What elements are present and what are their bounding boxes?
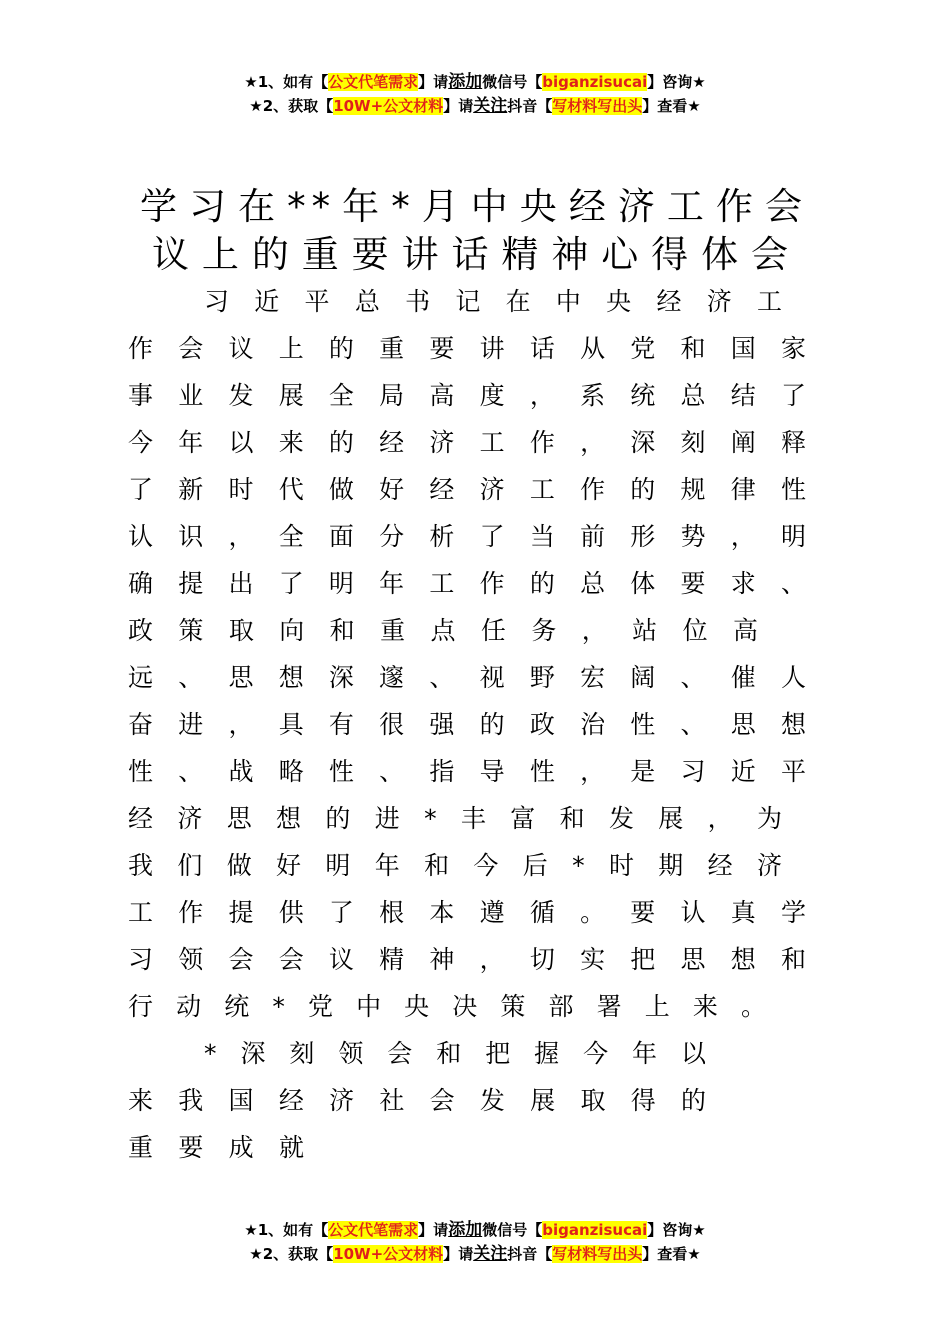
banner-text: ★2、获取【 <box>249 1245 334 1263</box>
body-line: 习领会会议精神，切实把思想和 <box>128 945 808 974</box>
banner-text: ★1、如有【 <box>244 1221 329 1239</box>
body-line: 认识，全面分析了当前形势，明 <box>128 522 808 551</box>
banner-wechat-id: biganzisucai <box>542 73 648 91</box>
footer-banner <box>0 1218 950 1266</box>
body-line: 了新时代做好经济工作的规律性 <box>128 475 808 504</box>
body-line: *深刻领会和把握今年以 <box>204 1039 708 1068</box>
header-banner <box>0 70 950 118</box>
banner-text: ★2、获取【 <box>249 97 334 115</box>
banner-text: 】查看★ <box>642 97 701 115</box>
body-line: 事业发展全局高度，系统总结了 <box>128 381 808 410</box>
banner-text: 抖音【 <box>507 1245 553 1263</box>
banner-text: 抖音【 <box>507 97 553 115</box>
banner-text: 微信号【 <box>482 1221 543 1239</box>
banner-highlight: 写材料写出头 <box>552 1245 643 1263</box>
banner-text: 】咨询★ <box>647 73 706 91</box>
body-line: 工作提供了根本遵循。要认真学 <box>128 898 808 927</box>
banner-text: 】请 <box>418 1221 449 1239</box>
document-title-line-1: 学习在**年*月中央经济工作会 <box>140 185 808 228</box>
banner-line-1 <box>0 1218 950 1242</box>
body-line: 习近平总书记在中央经济工 <box>204 287 784 316</box>
banner-text: 】请 <box>443 1245 474 1263</box>
banner-wechat-id: biganzisucai <box>542 1221 648 1239</box>
body-line: 经济思想的进*丰富和发展，为 <box>128 804 784 833</box>
banner-underline: 关注 <box>473 1244 508 1264</box>
banner-text: 微信号【 <box>482 73 543 91</box>
body-line: 行动统*党中央决策部署上来。 <box>128 992 768 1021</box>
banner-underline: 关注 <box>473 96 508 116</box>
body-line: 作会议上的重要讲话从党和国家 <box>128 334 808 363</box>
body-line: 远、思想深邃、视野宏阔、催人 <box>128 663 808 692</box>
body-line: 政策取向和重点任务，站位高 <box>128 616 760 645</box>
body-line: 性、战略性、指导性，是习近平 <box>128 757 808 786</box>
document-title-line-2: 议上的重要讲话精神心得体会 <box>152 233 794 276</box>
banner-text: 】请 <box>443 97 474 115</box>
body-line: 重要成就 <box>128 1133 306 1162</box>
banner-highlight: 写材料写出头 <box>552 97 643 115</box>
banner-text: 】咨询★ <box>647 1221 706 1239</box>
banner-line-2 <box>0 1242 950 1266</box>
body-line: 今年以来的经济工作，深刻阐释 <box>128 428 808 457</box>
banner-highlight: 公文代笔需求 <box>328 1221 419 1239</box>
body-line: 来我国经济社会发展取得的 <box>128 1086 708 1115</box>
banner-text: 】请 <box>418 73 449 91</box>
banner-highlight: 公文代笔需求 <box>328 73 419 91</box>
banner-underline: 添加 <box>448 1220 483 1240</box>
banner-highlight: 10W+公文材料 <box>333 1245 444 1263</box>
body-line: 奋进，具有很强的政治性、思想 <box>128 710 808 739</box>
banner-line-2 <box>0 94 950 118</box>
banner-highlight: 10W+公文材料 <box>333 97 444 115</box>
banner-underline: 添加 <box>448 72 483 92</box>
body-line: 确提出了明年工作的总体要求、 <box>128 569 808 598</box>
banner-line-1 <box>0 70 950 94</box>
body-line: 我们做好明年和今后*时期经济 <box>128 851 784 880</box>
banner-text: 】查看★ <box>642 1245 701 1263</box>
banner-text: ★1、如有【 <box>244 73 329 91</box>
